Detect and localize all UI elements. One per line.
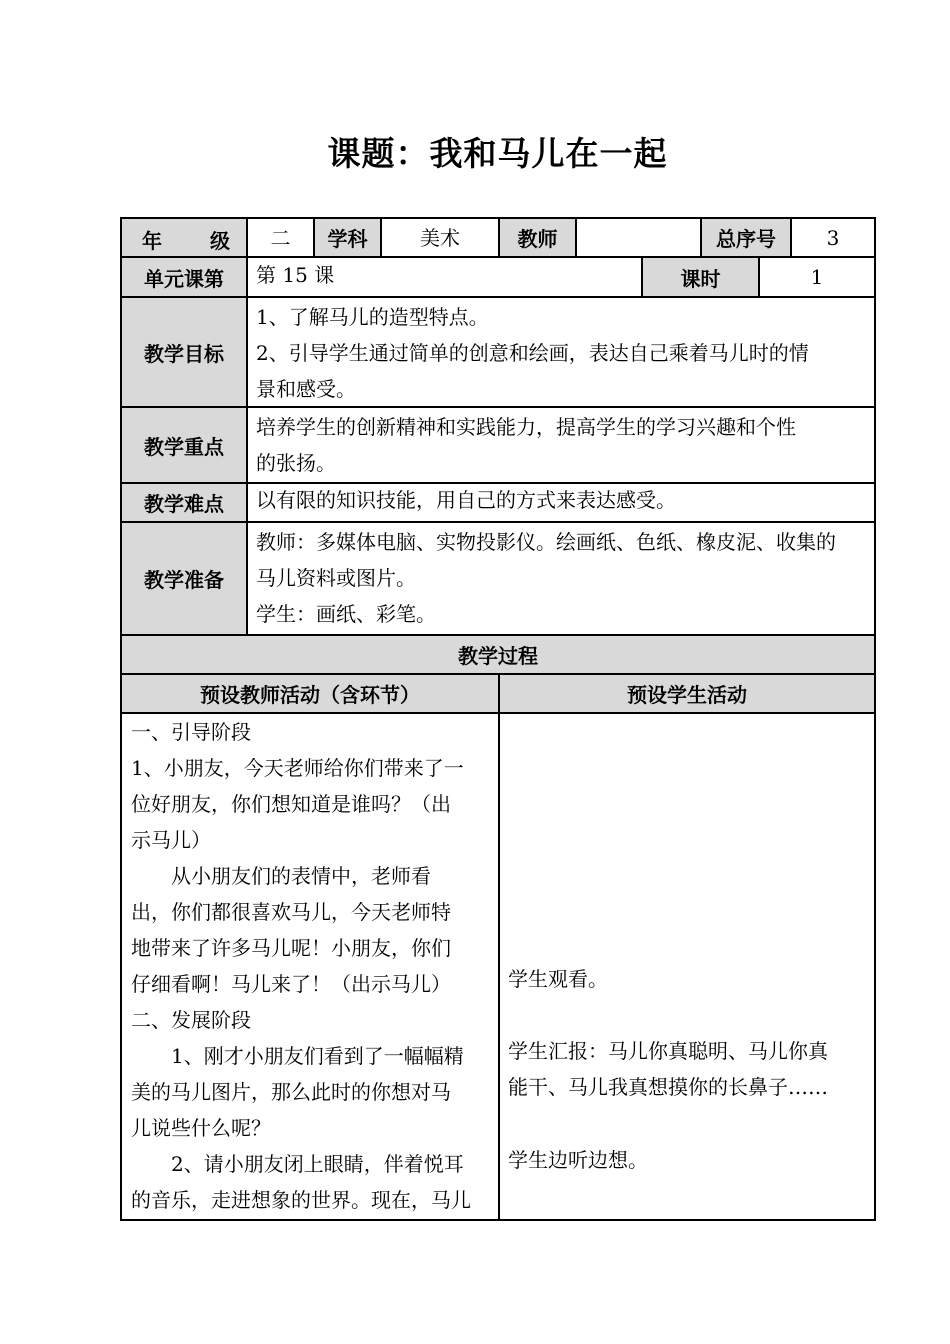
teacher-activity-line: 美的马儿图片，那么此时的你想对马 [131, 1080, 451, 1104]
subject-value: 美术 [420, 225, 460, 250]
goals-line: 景和感受。 [256, 377, 356, 401]
teacher-activity-line: 从小朋友们的表情中，老师看 [131, 864, 431, 888]
grade-value-cell [246, 217, 315, 258]
page-title: 课题：我和马儿在一起 [327, 134, 668, 173]
student-report-line: 学生汇报：马儿你真聪明、马儿你真 [508, 1039, 828, 1063]
key-points-label: 教学重点 [144, 434, 224, 459]
key-points-line: 培养学生的创新精神和实践能力，提高学生的学习兴趣和个性 [256, 415, 796, 439]
teacher-label: 教师 [517, 227, 558, 251]
key-points-content-cell [246, 406, 876, 484]
unit-label-cell [120, 256, 248, 298]
goals-label-cell [120, 296, 248, 408]
student-activity-header-cell [498, 673, 876, 714]
preparation-content-cell [246, 521, 876, 636]
teacher-activity-line: 一、引导阶段 [131, 720, 251, 744]
teacher-activity-line: 2、请小朋友闭上眼睛，伴着悦耳 [131, 1152, 464, 1176]
key-points-line: 的张扬。 [256, 451, 336, 475]
grade-label-char-1: 年 [142, 229, 162, 253]
period-value: 1 [810, 265, 824, 289]
subject-label: 学科 [327, 227, 368, 251]
serial-label-cell [700, 217, 792, 258]
difficulties-label-cell [120, 482, 248, 523]
difficulties-label: 教学难点 [144, 492, 224, 516]
unit-label: 单元课第 [144, 266, 224, 291]
teacher-activity-line: 1、小朋友，今天老师给你们带来了一 [131, 756, 464, 780]
unit-value: 第 15 课 [256, 263, 335, 287]
student-watch: 学生观看。 [508, 967, 608, 991]
teacher-activity-line: 儿说些什么呢？ [131, 1116, 271, 1140]
subject-value-cell [380, 217, 500, 258]
goals-content-cell [246, 296, 876, 408]
grade-value: 二 [270, 225, 291, 250]
teacher-activity-line: 地带来了许多马儿呢！小朋友，你们 [131, 936, 451, 960]
teacher-activity-cell [120, 712, 500, 1221]
preparation-line: 马儿资料或图片。 [256, 566, 416, 590]
teacher-activity-line: 示马儿） [131, 828, 211, 852]
grade-label-cell [120, 217, 248, 258]
serial-value-cell [790, 217, 876, 258]
teacher-activity-line: 二、发展阶段 [131, 1008, 251, 1032]
student-listen: 学生边听边想。 [508, 1148, 648, 1172]
teacher-value-cell [575, 217, 702, 258]
preparation-line: 学生：画纸、彩笔。 [256, 602, 436, 626]
teacher-label-cell [498, 217, 577, 258]
teacher-activity-line: 仔细看啊！马儿来了！（出示马儿） [131, 972, 451, 996]
period-label: 课时 [680, 266, 721, 291]
process-header: 教学过程 [458, 644, 538, 668]
grade-label-char-2: 级 [210, 229, 230, 253]
student-report-line: 能干、马儿我真想摸你的长鼻子…… [508, 1075, 828, 1099]
process-header-cell [120, 634, 876, 675]
preparation-label-cell [120, 521, 248, 636]
difficulties-line: 以有限的知识技能，用自己的方式来表达感受。 [256, 488, 676, 512]
serial-value: 3 [826, 225, 840, 250]
preparation-line: 教师：多媒体电脑、实物投影仪。绘画纸、色纸、橡皮泥、收集的 [256, 530, 836, 554]
teacher-activity-header: 预设教师活动（含环节） [200, 683, 420, 707]
teacher-activity-line: 的音乐，走进想象的世界。现在，马儿 [131, 1188, 471, 1212]
preparation-label: 教学准备 [144, 568, 224, 592]
serial-label: 总序号 [716, 227, 776, 251]
goals-line: 1、了解马儿的造型特点。 [256, 305, 489, 329]
period-value-cell [758, 256, 876, 298]
period-label-cell [641, 256, 760, 298]
teacher-activity-line: 出，你们都很喜欢马儿，今天老师特 [131, 900, 451, 924]
student-activity-cell [498, 712, 876, 1221]
unit-value-cell [246, 256, 643, 298]
teacher-activity-line: 位好朋友，你们想知道是谁吗？（出 [131, 792, 451, 816]
goals-line: 2、引导学生通过简单的创意和绘画，表达自己乘着马儿时的情 [256, 341, 809, 365]
teacher-activity-line: 1、刚才小朋友们看到了一幅幅精 [131, 1044, 464, 1068]
goals-label: 教学目标 [144, 341, 224, 366]
subject-label-cell [313, 217, 382, 258]
student-activity-header: 预设学生活动 [627, 683, 747, 707]
teacher-activity-header-cell [120, 673, 500, 714]
key-points-label-cell [120, 406, 248, 484]
difficulties-content-cell [246, 482, 876, 523]
